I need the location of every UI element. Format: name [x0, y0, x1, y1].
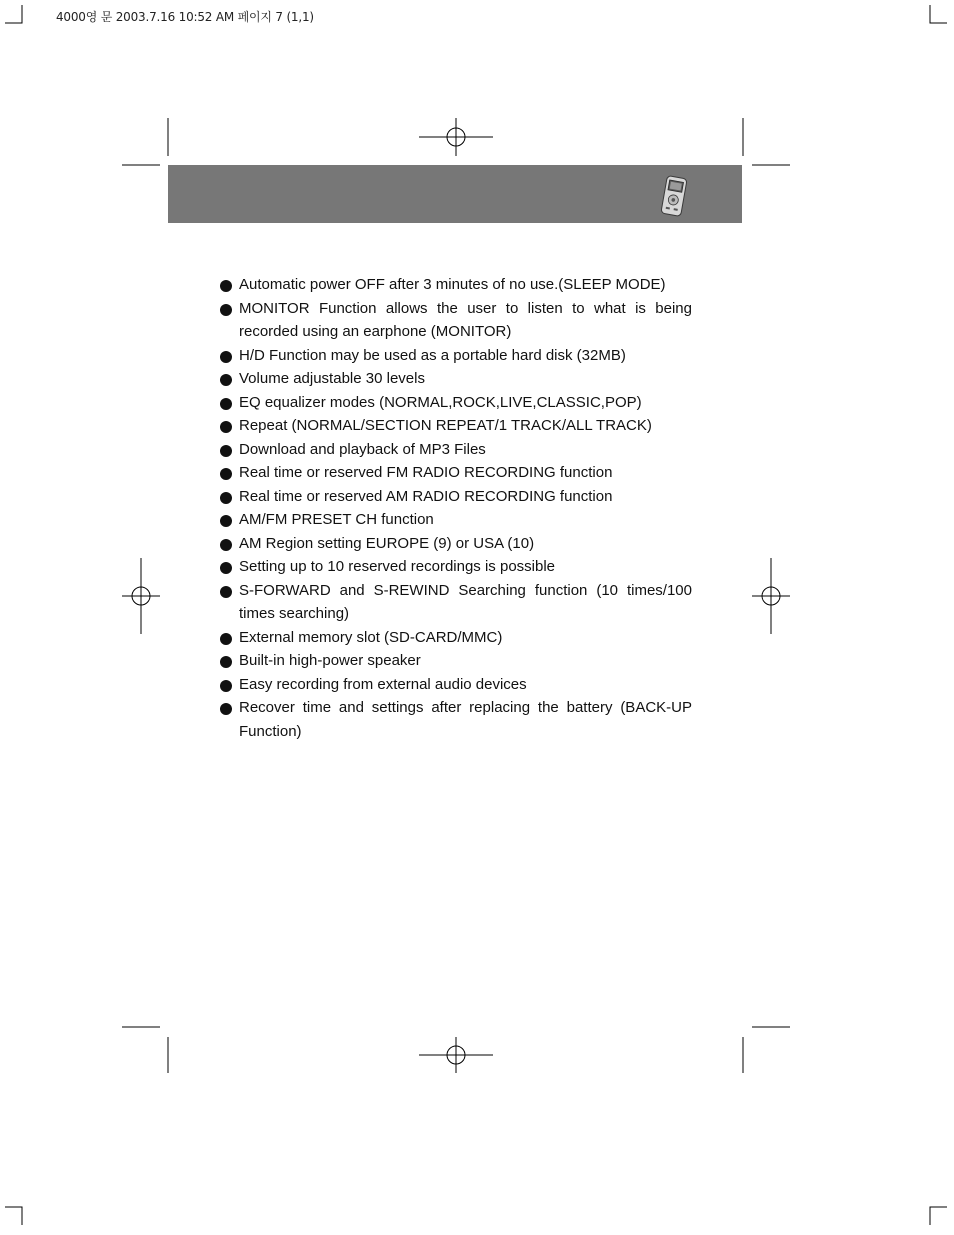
feature-item [218, 273, 692, 297]
bullet-icon [220, 492, 232, 504]
feature-text: AM Region setting EUROPE (9) or USA (10) [239, 534, 535, 552]
bullet-icon [220, 562, 232, 574]
bullet-icon [220, 304, 232, 316]
feature-text: AM/FM PRESET CH function [239, 511, 434, 528]
mp3-player-icon [656, 174, 692, 218]
corner-mark-bottom-right [930, 1207, 947, 1225]
bullet-icon [220, 445, 232, 457]
feature-text: External memory slot (SD-CARD/MMC) [239, 628, 503, 646]
feature-text: Recover time and settings after replacing the battery (BACK-UP Function) [239, 699, 692, 740]
registration-mark-left [122, 558, 160, 634]
feature-text: Volume adjustable 30 levels [239, 370, 425, 387]
feature-text: MONITOR Function allows the user to listen to what is being recorded using an earphone (MONITOR) [239, 299, 692, 340]
bullet-icon [220, 374, 232, 386]
feature-text: Real time or reserved AM RADIO RECORDING function [239, 487, 613, 505]
feature-text: Built-in high-power speaker [239, 652, 421, 669]
feature-text: Easy recording from external audio devices [239, 675, 527, 693]
bullet-icon [220, 515, 232, 527]
feature-item [218, 391, 692, 415]
registration-mark-top [419, 118, 493, 156]
bullet-icon [220, 586, 232, 598]
bullet-icon [220, 539, 232, 551]
feature-text: Real time or reserved FM RADIO RECORDING function [239, 464, 613, 481]
bullet-icon [220, 421, 232, 433]
feature-item [218, 485, 692, 509]
feature-item [218, 297, 692, 344]
feature-item [218, 532, 692, 556]
bullet-icon [220, 680, 232, 692]
corner-mark-top-left [5, 5, 22, 23]
feature-text: S-FORWARD and S-REWIND Searching function (10 times/100 times searching) [239, 581, 692, 622]
feature-text: Automatic power OFF after 3 minutes of no use.(SLEEP MODE) [239, 276, 666, 293]
feature-item [218, 555, 692, 579]
bullet-icon [220, 656, 232, 668]
registration-mark-right [752, 558, 790, 634]
feature-item [218, 696, 692, 743]
feature-text: Download and playback of MP3 Files [239, 440, 486, 458]
print-slug: 4000영 문 2003.7.16 10:52 AM 페이지 7 (1,1) [56, 10, 314, 24]
bullet-icon [220, 398, 232, 410]
feature-text: EQ equalizer modes (NORMAL,ROCK,LIVE,CLASSIC,POP) [239, 393, 642, 411]
feature-item [218, 414, 692, 438]
bullet-icon [220, 280, 232, 292]
feature-item [218, 461, 692, 485]
feature-item [218, 508, 692, 532]
feature-item [218, 649, 692, 673]
bullet-icon [220, 703, 232, 715]
feature-item [218, 344, 692, 368]
bullet-icon [220, 468, 232, 480]
feature-item [218, 367, 692, 391]
bullet-icon [220, 351, 232, 363]
corner-mark-bottom-left [5, 1207, 22, 1225]
feature-item [218, 438, 692, 462]
feature-item [218, 579, 692, 626]
registration-mark-bottom [419, 1037, 493, 1073]
feature-text: H/D Function may be used as a portable hard disk (32MB) [239, 346, 626, 364]
feature-item [218, 673, 692, 697]
feature-text: Setting up to 10 reserved recordings is possible [239, 558, 556, 575]
feature-item [218, 626, 692, 650]
corner-mark-top-right [930, 5, 947, 23]
feature-list [218, 273, 692, 743]
bullet-icon [220, 633, 232, 645]
feature-text: Repeat (NORMAL/SECTION REPEAT/1 TRACK/ALL TRACK) [239, 417, 652, 434]
